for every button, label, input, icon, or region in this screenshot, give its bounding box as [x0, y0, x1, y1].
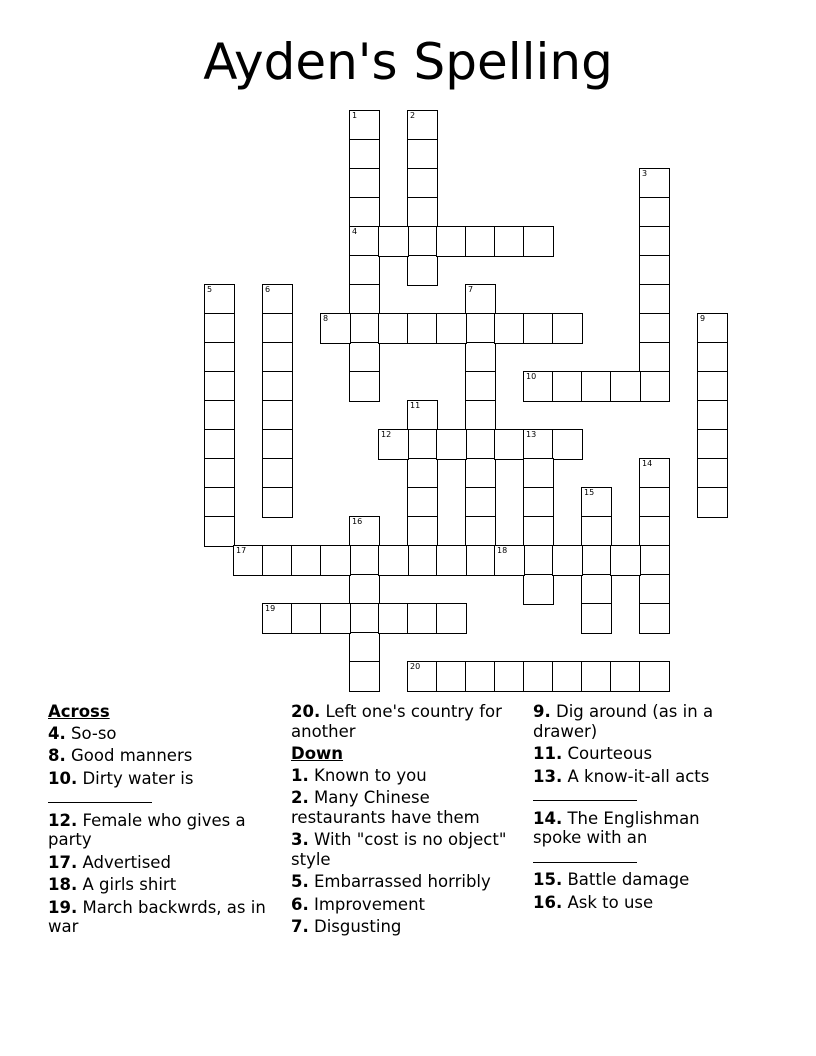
- grid-cell[interactable]: [523, 574, 554, 605]
- clue: [533, 893, 743, 913]
- clue: [533, 744, 743, 764]
- grid-cell[interactable]: [552, 661, 583, 692]
- clue-number: 18.: [48, 875, 78, 894]
- grid-cell[interactable]: [465, 429, 496, 460]
- grid-cell[interactable]: [639, 516, 670, 547]
- grid-cell[interactable]: [639, 487, 670, 518]
- clue-number: 8.: [48, 746, 66, 765]
- cell-number: 8: [323, 314, 329, 323]
- clue: [48, 724, 273, 744]
- grid-cell[interactable]: [436, 313, 467, 344]
- clues-column-1: [48, 702, 273, 940]
- clue-text: Embarrassed horribly: [308, 872, 491, 891]
- grid-cell[interactable]: [639, 661, 670, 692]
- cell-number: 11: [410, 401, 421, 410]
- grid-cell[interactable]: [581, 545, 612, 576]
- clue-number: 20.: [291, 702, 321, 721]
- grid-cell[interactable]: [262, 603, 293, 634]
- clue-text: Dirty water is: [77, 768, 194, 788]
- grid-cell[interactable]: [233, 545, 264, 576]
- clue: [291, 895, 516, 915]
- grid-cell[interactable]: [697, 400, 728, 431]
- grid-cell[interactable]: [204, 458, 235, 489]
- grid-cell[interactable]: [262, 313, 293, 344]
- clue-text: A know-it-all acts: [562, 766, 710, 786]
- grid-cell[interactable]: [407, 168, 438, 199]
- grid-cell[interactable]: [262, 284, 293, 315]
- grid-cell[interactable]: [523, 487, 554, 518]
- cell-number: 14: [642, 459, 653, 468]
- clue: [48, 875, 273, 895]
- grid-cell[interactable]: [639, 313, 670, 344]
- clue-number: 11.: [533, 744, 563, 763]
- cell-number: 3: [642, 169, 648, 178]
- grid-cell[interactable]: [581, 487, 612, 518]
- grid-cell[interactable]: [204, 371, 235, 402]
- grid-cell[interactable]: [262, 458, 293, 489]
- grid-cell[interactable]: [262, 400, 293, 431]
- grid-cell[interactable]: [204, 313, 235, 344]
- grid-cell[interactable]: [349, 168, 380, 199]
- grid-cell[interactable]: [639, 545, 670, 576]
- grid-cell[interactable]: [552, 429, 583, 460]
- clue: [48, 898, 273, 937]
- cell-number: 17: [236, 546, 247, 555]
- grid-cell[interactable]: [407, 487, 438, 518]
- cell-number: 19: [265, 604, 276, 613]
- grid-cell[interactable]: [697, 371, 728, 402]
- clue-number: 7.: [291, 917, 309, 936]
- cell-number: 13: [526, 430, 537, 439]
- down-clue-list-continued: [533, 702, 743, 912]
- grid-cell[interactable]: [204, 487, 235, 518]
- clue-text: The Englishman spoke with an: [533, 808, 700, 847]
- clue-number: 16.: [533, 892, 563, 912]
- puzzle-title: Ayden's Spelling: [203, 33, 613, 91]
- clue-text: Good manners: [65, 746, 193, 765]
- grid-cell[interactable]: [523, 516, 554, 547]
- grid-cell[interactable]: [639, 371, 670, 402]
- grid-cell[interactable]: [378, 545, 409, 576]
- answer-blank: [48, 788, 152, 803]
- grid-cell[interactable]: [349, 284, 380, 315]
- grid-cell[interactable]: [494, 313, 525, 344]
- cell-number: 1: [352, 111, 358, 120]
- clue: [291, 917, 516, 937]
- grid-cell[interactable]: [349, 110, 380, 141]
- clue-number: 2.: [291, 788, 309, 807]
- clue-number: 15.: [533, 870, 563, 889]
- grid-cell[interactable]: [407, 197, 438, 228]
- grid-cell[interactable]: [465, 342, 496, 373]
- grid-cell[interactable]: [465, 284, 496, 315]
- grid-cell[interactable]: [494, 429, 525, 460]
- clue: [533, 870, 743, 890]
- grid-cell[interactable]: [581, 603, 612, 634]
- clue-number: 13.: [533, 766, 563, 786]
- grid-cell[interactable]: [465, 487, 496, 518]
- grid-cell[interactable]: [610, 661, 641, 692]
- grid-cell[interactable]: [349, 371, 380, 402]
- cell-number: 20: [410, 662, 421, 671]
- grid-cell[interactable]: [349, 139, 380, 170]
- grid-cell[interactable]: [639, 458, 670, 489]
- grid-cell[interactable]: [291, 603, 322, 634]
- grid-cell[interactable]: [204, 284, 235, 315]
- grid-cell[interactable]: [552, 313, 583, 344]
- grid-cell[interactable]: [407, 603, 438, 634]
- grid-cell[interactable]: [552, 545, 583, 576]
- cell-number: 9: [700, 314, 706, 323]
- grid-cell[interactable]: [581, 516, 612, 547]
- grid-cell[interactable]: [465, 545, 496, 576]
- clue-number: 10.: [48, 768, 78, 788]
- cell-number: 12: [381, 430, 392, 439]
- clue: [533, 767, 743, 806]
- grid-cell[interactable]: [494, 661, 525, 692]
- grid-cell[interactable]: [639, 284, 670, 315]
- down-clue-list: [291, 766, 516, 937]
- clue: [291, 830, 516, 869]
- grid-cell[interactable]: [697, 458, 728, 489]
- clue-number: 14.: [533, 808, 563, 828]
- clue-text: Disgusting: [308, 917, 402, 936]
- grid-cell[interactable]: [436, 429, 467, 460]
- clue-text: Advertised: [77, 852, 171, 872]
- grid-cell[interactable]: [378, 603, 409, 634]
- grid-cell[interactable]: [465, 516, 496, 547]
- cell-number: 16: [352, 517, 363, 526]
- cell-number: 4: [352, 227, 358, 236]
- grid-cell[interactable]: [494, 226, 525, 257]
- clue-text: So-so: [65, 723, 117, 743]
- clue: [48, 769, 273, 808]
- grid-cell[interactable]: [291, 545, 322, 576]
- grid-cell[interactable]: [204, 429, 235, 460]
- clue: [291, 702, 516, 741]
- clues-column-3: [533, 702, 743, 915]
- clue-number: 1.: [291, 765, 309, 785]
- grid-cell[interactable]: [639, 226, 670, 257]
- grid-cell[interactable]: [262, 429, 293, 460]
- grid-cell[interactable]: [407, 255, 438, 286]
- grid-cell[interactable]: [204, 516, 235, 547]
- clue-text: Courteous: [562, 744, 653, 763]
- grid-cell[interactable]: [349, 255, 380, 286]
- clue: [48, 811, 273, 850]
- clue: [533, 702, 743, 741]
- grid-cell[interactable]: [262, 487, 293, 518]
- grid-cell[interactable]: [639, 255, 670, 286]
- grid-cell[interactable]: [581, 371, 612, 402]
- across-clue-list: [48, 724, 273, 937]
- grid-cell[interactable]: [639, 168, 670, 199]
- grid-cell[interactable]: [378, 226, 409, 257]
- clues-column-2: [291, 702, 516, 940]
- clue-text: Dig around (as in a drawer): [533, 702, 714, 741]
- grid-cell[interactable]: [697, 342, 728, 373]
- clue-number: 4.: [48, 723, 66, 743]
- cell-number: 18: [497, 546, 508, 555]
- grid-cell[interactable]: [407, 458, 438, 489]
- answer-blank: [533, 848, 637, 863]
- cell-number: 15: [584, 488, 595, 497]
- cell-number: 6: [265, 285, 271, 294]
- grid-cell[interactable]: [349, 226, 380, 257]
- grid-cell[interactable]: [407, 545, 438, 576]
- grid-cell[interactable]: [523, 661, 554, 692]
- grid-cell[interactable]: [523, 458, 554, 489]
- grid-cell[interactable]: [407, 313, 438, 344]
- grid-cell[interactable]: [436, 603, 467, 634]
- grid-cell[interactable]: [697, 313, 728, 344]
- grid-cell[interactable]: [407, 661, 438, 692]
- grid-cell[interactable]: [320, 545, 351, 576]
- grid-cell[interactable]: [639, 342, 670, 373]
- clue-text: Ask to use: [562, 892, 654, 912]
- grid-cell[interactable]: [349, 313, 380, 344]
- clue-text: With "cost is no object" style: [291, 830, 507, 869]
- grid-cell[interactable]: [610, 545, 641, 576]
- clue-text: Known to you: [308, 765, 427, 785]
- grid-cell[interactable]: [523, 371, 554, 402]
- grid-cell[interactable]: [262, 545, 293, 576]
- grid-cell[interactable]: [523, 226, 554, 257]
- cell-number: 2: [410, 111, 416, 120]
- grid-cell[interactable]: [204, 342, 235, 373]
- grid-cell[interactable]: [465, 400, 496, 431]
- grid-cell[interactable]: [465, 458, 496, 489]
- clue-text: Left one's country for another: [291, 702, 502, 741]
- grid-cell[interactable]: [407, 139, 438, 170]
- clue-text: March backwrds, as in war: [48, 897, 266, 936]
- grid-cell[interactable]: [407, 516, 438, 547]
- grid-cell[interactable]: [581, 661, 612, 692]
- grid-cell[interactable]: [610, 371, 641, 402]
- cell-number: 7: [468, 285, 474, 294]
- grid-cell[interactable]: [349, 197, 380, 228]
- clue-text: Many Chinese restaurants have them: [291, 788, 480, 827]
- clue-number: 17.: [48, 852, 78, 872]
- grid-cell[interactable]: [465, 371, 496, 402]
- grid-cell[interactable]: [349, 342, 380, 373]
- grid-cell[interactable]: [581, 574, 612, 605]
- grid-cell[interactable]: [349, 574, 380, 605]
- down-heading: Down: [291, 744, 344, 763]
- clue: [533, 809, 743, 868]
- grid-cell[interactable]: [262, 371, 293, 402]
- across-clue-list-continued: [291, 702, 516, 741]
- grid-cell[interactable]: [523, 429, 554, 460]
- grid-cell[interactable]: [552, 371, 583, 402]
- grid-cell[interactable]: [320, 313, 351, 344]
- grid-cell[interactable]: [697, 487, 728, 518]
- grid-cell[interactable]: [436, 661, 467, 692]
- grid-cell[interactable]: [697, 429, 728, 460]
- grid-cell[interactable]: [639, 603, 670, 634]
- grid-cell[interactable]: [320, 603, 351, 634]
- grid-cell[interactable]: [349, 632, 380, 663]
- grid-cell[interactable]: [436, 226, 467, 257]
- clue: [291, 872, 516, 892]
- grid-cell[interactable]: [349, 603, 380, 634]
- grid-cell[interactable]: [407, 110, 438, 141]
- clue-number: 6.: [291, 894, 309, 914]
- clue-text: Improvement: [308, 894, 425, 914]
- grid-cell[interactable]: [494, 545, 525, 576]
- clue-text: Female who gives a party: [48, 810, 246, 849]
- grid-cell[interactable]: [639, 197, 670, 228]
- clue-number: 19.: [48, 897, 78, 917]
- clue-text: Battle damage: [562, 870, 690, 889]
- grid-cell[interactable]: [262, 342, 293, 373]
- grid-cell[interactable]: [639, 574, 670, 605]
- clue-number: 12.: [48, 810, 78, 830]
- grid-cell[interactable]: [349, 545, 380, 576]
- grid-cell[interactable]: [349, 516, 380, 547]
- cell-number: 5: [207, 285, 213, 294]
- across-heading: Across: [48, 702, 110, 721]
- grid-cell[interactable]: [407, 429, 438, 460]
- answer-blank: [533, 786, 637, 801]
- grid-cell[interactable]: [465, 226, 496, 257]
- clue-number: 5.: [291, 872, 309, 891]
- grid-cell[interactable]: [378, 313, 409, 344]
- grid-cell[interactable]: [436, 545, 467, 576]
- grid-cell[interactable]: [407, 400, 438, 431]
- grid-cell[interactable]: [523, 545, 554, 576]
- clue: [48, 746, 273, 766]
- grid-cell[interactable]: [204, 400, 235, 431]
- clue-number: 9.: [533, 702, 551, 721]
- grid-cell[interactable]: [465, 313, 496, 344]
- clue-number: 3.: [291, 830, 309, 849]
- clue: [291, 788, 516, 827]
- cell-number: 10: [526, 372, 537, 381]
- clue: [48, 853, 273, 873]
- grid-cell[interactable]: [407, 226, 438, 257]
- grid-cell[interactable]: [465, 661, 496, 692]
- grid-cell[interactable]: [349, 661, 380, 692]
- clue: [291, 766, 516, 786]
- grid-cell[interactable]: [523, 313, 554, 344]
- grid-cell[interactable]: [378, 429, 409, 460]
- clue-text: A girls shirt: [77, 875, 177, 894]
